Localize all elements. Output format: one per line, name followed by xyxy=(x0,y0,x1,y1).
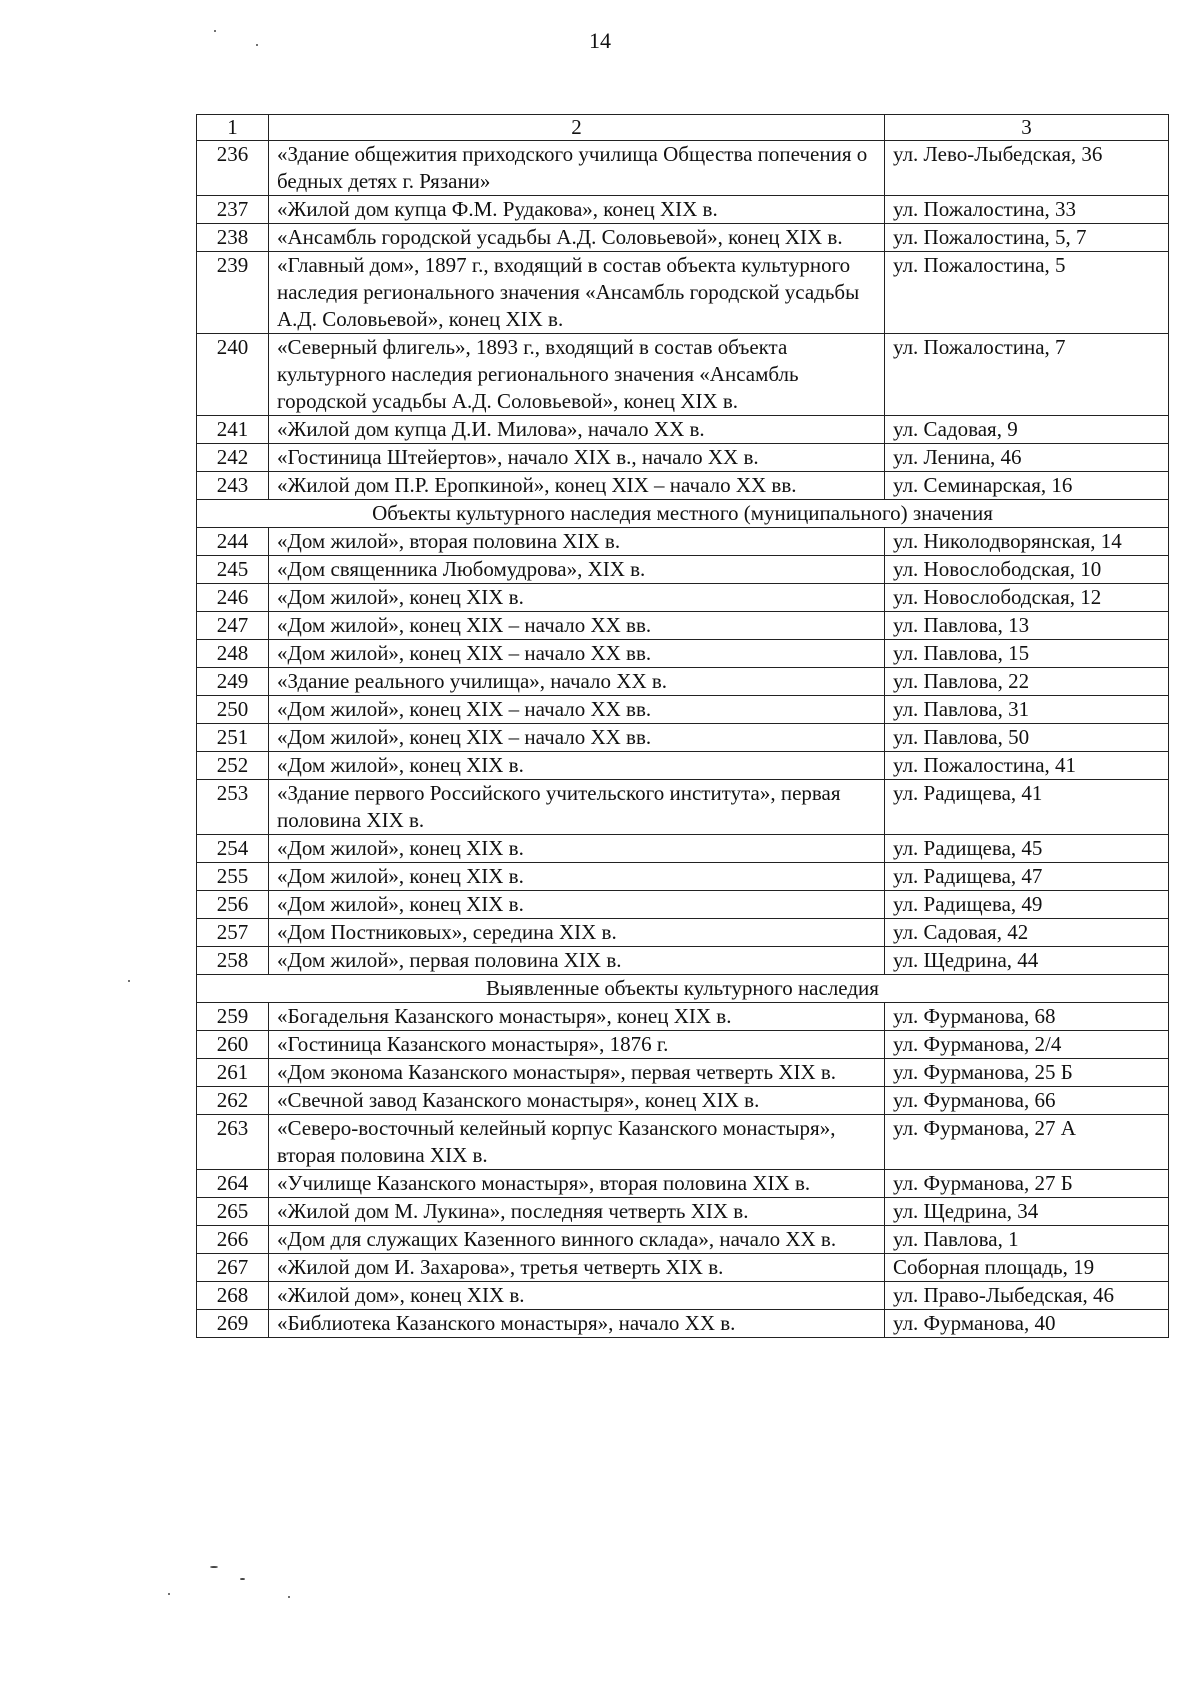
row-number: 239 xyxy=(197,252,269,334)
section-title: Объекты культурного наследия местного (муниципального) значения xyxy=(197,500,1169,528)
scan-speck xyxy=(168,1593,170,1595)
scan-speck xyxy=(288,1596,290,1598)
table-row xyxy=(197,584,1169,612)
object-address: ул. Радищева, 41 xyxy=(885,780,1169,835)
row-number: 262 xyxy=(197,1087,269,1115)
object-name: «Жилой дом И. Захарова», третья четверть XIX в. xyxy=(269,1254,885,1282)
section-header-row xyxy=(197,500,1169,528)
row-number: 251 xyxy=(197,724,269,752)
row-number: 257 xyxy=(197,919,269,947)
object-name: «Здание реального училища», начало XX в. xyxy=(269,668,885,696)
table-row xyxy=(197,724,1169,752)
table-body xyxy=(197,141,1169,1338)
object-name: «Здание первого Российского учительского института», первая половина XIX в. xyxy=(269,780,885,835)
row-number: 256 xyxy=(197,891,269,919)
row-number: 243 xyxy=(197,472,269,500)
object-name: «Дом жилой», конец XIX в. xyxy=(269,835,885,863)
scan-speck xyxy=(210,1566,218,1568)
table-row xyxy=(197,1310,1169,1338)
table-header-row xyxy=(197,115,1169,141)
object-name: «Дом священника Любомудрова», XIX в. xyxy=(269,556,885,584)
object-address: ул. Павлова, 31 xyxy=(885,696,1169,724)
object-name: «Северо-восточный келейный корпус Казанского монастыря», вторая половина XIX в. xyxy=(269,1115,885,1170)
object-address: ул. Павлова, 13 xyxy=(885,612,1169,640)
object-address: ул. Павлова, 50 xyxy=(885,724,1169,752)
table-row xyxy=(197,1031,1169,1059)
object-name: «Свечной завод Казанского монастыря», конец XIX в. xyxy=(269,1087,885,1115)
object-name: «Дом жилой», конец XIX – начало XX вв. xyxy=(269,724,885,752)
page-number: 14 xyxy=(589,28,611,53)
table-row xyxy=(197,863,1169,891)
row-number: 261 xyxy=(197,1059,269,1087)
object-name: «Дом жилой», конец XIX в. xyxy=(269,863,885,891)
object-name: «Жилой дом», конец XIX в. xyxy=(269,1282,885,1310)
table-row xyxy=(197,1115,1169,1170)
object-address: ул. Щедрина, 44 xyxy=(885,947,1169,975)
row-number: 238 xyxy=(197,224,269,252)
object-name: «Главный дом», 1897 г., входящий в состав объекта культурного наследия регионального значения «Ансамбль городской усадьбы А.Д. Соловьевой», конец XIX в. xyxy=(269,252,885,334)
object-name: «Гостиница Казанского монастыря», 1876 г. xyxy=(269,1031,885,1059)
table-row xyxy=(197,1198,1169,1226)
object-address: ул. Радищева, 49 xyxy=(885,891,1169,919)
table-row xyxy=(197,640,1169,668)
table-row xyxy=(197,891,1169,919)
row-number: 263 xyxy=(197,1115,269,1170)
section-title: Выявленные объекты культурного наследия xyxy=(197,975,1169,1003)
object-address: ул. Пожалостина, 33 xyxy=(885,196,1169,224)
object-address: ул. Павлова, 1 xyxy=(885,1226,1169,1254)
object-name: «Дом жилой», конец XIX в. xyxy=(269,891,885,919)
row-number: 252 xyxy=(197,752,269,780)
object-address: ул. Щедрина, 34 xyxy=(885,1198,1169,1226)
table-row xyxy=(197,1003,1169,1031)
object-address: ул. Радищева, 47 xyxy=(885,863,1169,891)
table-row xyxy=(197,334,1169,416)
object-address: ул. Фурманова, 27 Б xyxy=(885,1170,1169,1198)
heritage-objects-table xyxy=(196,114,1169,1338)
object-name: «Ансамбль городской усадьбы А.Д. Соловьевой», конец XIX в. xyxy=(269,224,885,252)
row-number: 246 xyxy=(197,584,269,612)
object-address: ул. Фурманова, 2/4 xyxy=(885,1031,1169,1059)
table-row xyxy=(197,919,1169,947)
row-number: 236 xyxy=(197,141,269,196)
row-number: 254 xyxy=(197,835,269,863)
column-header-address: 3 xyxy=(885,115,1169,141)
object-address: ул. Лево-Лыбедская, 36 xyxy=(885,141,1169,196)
section-header-row xyxy=(197,975,1169,1003)
table-row xyxy=(197,416,1169,444)
scan-speck xyxy=(256,44,258,46)
row-number: 265 xyxy=(197,1198,269,1226)
row-number: 264 xyxy=(197,1170,269,1198)
object-address: ул. Пожалостина, 41 xyxy=(885,752,1169,780)
table-row xyxy=(197,141,1169,196)
object-address: ул. Пожалостина, 5 xyxy=(885,252,1169,334)
table-row xyxy=(197,780,1169,835)
row-number: 237 xyxy=(197,196,269,224)
object-address: ул. Ленина, 46 xyxy=(885,444,1169,472)
object-address: ул. Новослободская, 10 xyxy=(885,556,1169,584)
object-name: «Дом жилой», конец XIX в. xyxy=(269,584,885,612)
table-row xyxy=(197,668,1169,696)
table-row xyxy=(197,1254,1169,1282)
object-name: «Дом для служащих Казенного винного склада», начало XX в. xyxy=(269,1226,885,1254)
object-name: «Дом жилой», конец XIX – начало XX вв. xyxy=(269,696,885,724)
object-address: Соборная площадь, 19 xyxy=(885,1254,1169,1282)
scan-speck xyxy=(240,1578,245,1580)
table-row xyxy=(197,252,1169,334)
object-address: ул. Николодворянская, 14 xyxy=(885,528,1169,556)
object-address: ул. Новослободская, 12 xyxy=(885,584,1169,612)
table-row xyxy=(197,752,1169,780)
table-row xyxy=(197,1170,1169,1198)
table-row xyxy=(197,1282,1169,1310)
object-name: «Дом жилой», первая половина XIX в. xyxy=(269,947,885,975)
row-number: 258 xyxy=(197,947,269,975)
row-number: 268 xyxy=(197,1282,269,1310)
table-row xyxy=(197,472,1169,500)
object-name: «Богадельня Казанского монастыря», конец XIX в. xyxy=(269,1003,885,1031)
table-row xyxy=(197,1059,1169,1087)
object-name: «Здание общежития приходского училища Общества попечения о бедных детях г. Рязани» xyxy=(269,141,885,196)
column-header-name: 2 xyxy=(269,115,885,141)
object-name: «Дом Постниковых», середина XIX в. xyxy=(269,919,885,947)
table-row xyxy=(197,444,1169,472)
table-row xyxy=(197,1226,1169,1254)
object-address: ул. Фурманова, 40 xyxy=(885,1310,1169,1338)
table-row xyxy=(197,696,1169,724)
object-address: ул. Пожалостина, 5, 7 xyxy=(885,224,1169,252)
row-number: 242 xyxy=(197,444,269,472)
object-address: ул. Радищева, 45 xyxy=(885,835,1169,863)
table-row xyxy=(197,528,1169,556)
row-number: 253 xyxy=(197,780,269,835)
object-name: «Дом жилой», конец XIX в. xyxy=(269,752,885,780)
object-name: «Дом жилой», вторая половина XIX в. xyxy=(269,528,885,556)
row-number: 240 xyxy=(197,334,269,416)
object-name: «Северный флигель», 1893 г., входящий в состав объекта культурного наследия регионального значения «Ансамбль городской усадьбы А.Д. Соловьевой», конец XIX в. xyxy=(269,334,885,416)
object-address: ул. Фурманова, 68 xyxy=(885,1003,1169,1031)
object-name: «Дом жилой», конец XIX – начало XX вв. xyxy=(269,612,885,640)
object-name: «Дом жилой», конец XIX – начало XX вв. xyxy=(269,640,885,668)
row-number: 260 xyxy=(197,1031,269,1059)
row-number: 255 xyxy=(197,863,269,891)
object-name: «Жилой дом П.Р. Еропкиной», конец XIX – начало XX вв. xyxy=(269,472,885,500)
object-name: «Жилой дом купца Д.И. Милова», начало XX в. xyxy=(269,416,885,444)
object-address: ул. Садовая, 42 xyxy=(885,919,1169,947)
object-address: ул. Фурманова, 66 xyxy=(885,1087,1169,1115)
row-number: 250 xyxy=(197,696,269,724)
row-number: 266 xyxy=(197,1226,269,1254)
scan-speck xyxy=(128,980,130,982)
row-number: 244 xyxy=(197,528,269,556)
object-name: «Гостиница Штейертов», начало XIX в., начало XX в. xyxy=(269,444,885,472)
object-address: ул. Семинарская, 16 xyxy=(885,472,1169,500)
object-address: ул. Фурманова, 25 Б xyxy=(885,1059,1169,1087)
table-row xyxy=(197,1087,1169,1115)
object-address: ул. Садовая, 9 xyxy=(885,416,1169,444)
row-number: 248 xyxy=(197,640,269,668)
row-number: 249 xyxy=(197,668,269,696)
object-name: «Училище Казанского монастыря», вторая половина XIX в. xyxy=(269,1170,885,1198)
table-row xyxy=(197,947,1169,975)
column-header-number: 1 xyxy=(197,115,269,141)
object-address: ул. Пожалостина, 7 xyxy=(885,334,1169,416)
object-address: ул. Павлова, 15 xyxy=(885,640,1169,668)
table-row xyxy=(197,556,1169,584)
object-address: ул. Павлова, 22 xyxy=(885,668,1169,696)
table-row xyxy=(197,196,1169,224)
row-number: 241 xyxy=(197,416,269,444)
row-number: 269 xyxy=(197,1310,269,1338)
row-number: 247 xyxy=(197,612,269,640)
table-row xyxy=(197,612,1169,640)
table-row xyxy=(197,835,1169,863)
scan-speck xyxy=(214,30,216,32)
row-number: 267 xyxy=(197,1254,269,1282)
object-name: «Жилой дом купца Ф.М. Рудакова», конец XIX в. xyxy=(269,196,885,224)
row-number: 259 xyxy=(197,1003,269,1031)
table-row xyxy=(197,224,1169,252)
object-name: «Библиотека Казанского монастыря», начало XX в. xyxy=(269,1310,885,1338)
object-name: «Жилой дом М. Лукина», последняя четверть XIX в. xyxy=(269,1198,885,1226)
row-number: 245 xyxy=(197,556,269,584)
object-address: ул. Право-Лыбедская, 46 xyxy=(885,1282,1169,1310)
object-name: «Дом эконома Казанского монастыря», первая четверть XIX в. xyxy=(269,1059,885,1087)
object-address: ул. Фурманова, 27 А xyxy=(885,1115,1169,1170)
